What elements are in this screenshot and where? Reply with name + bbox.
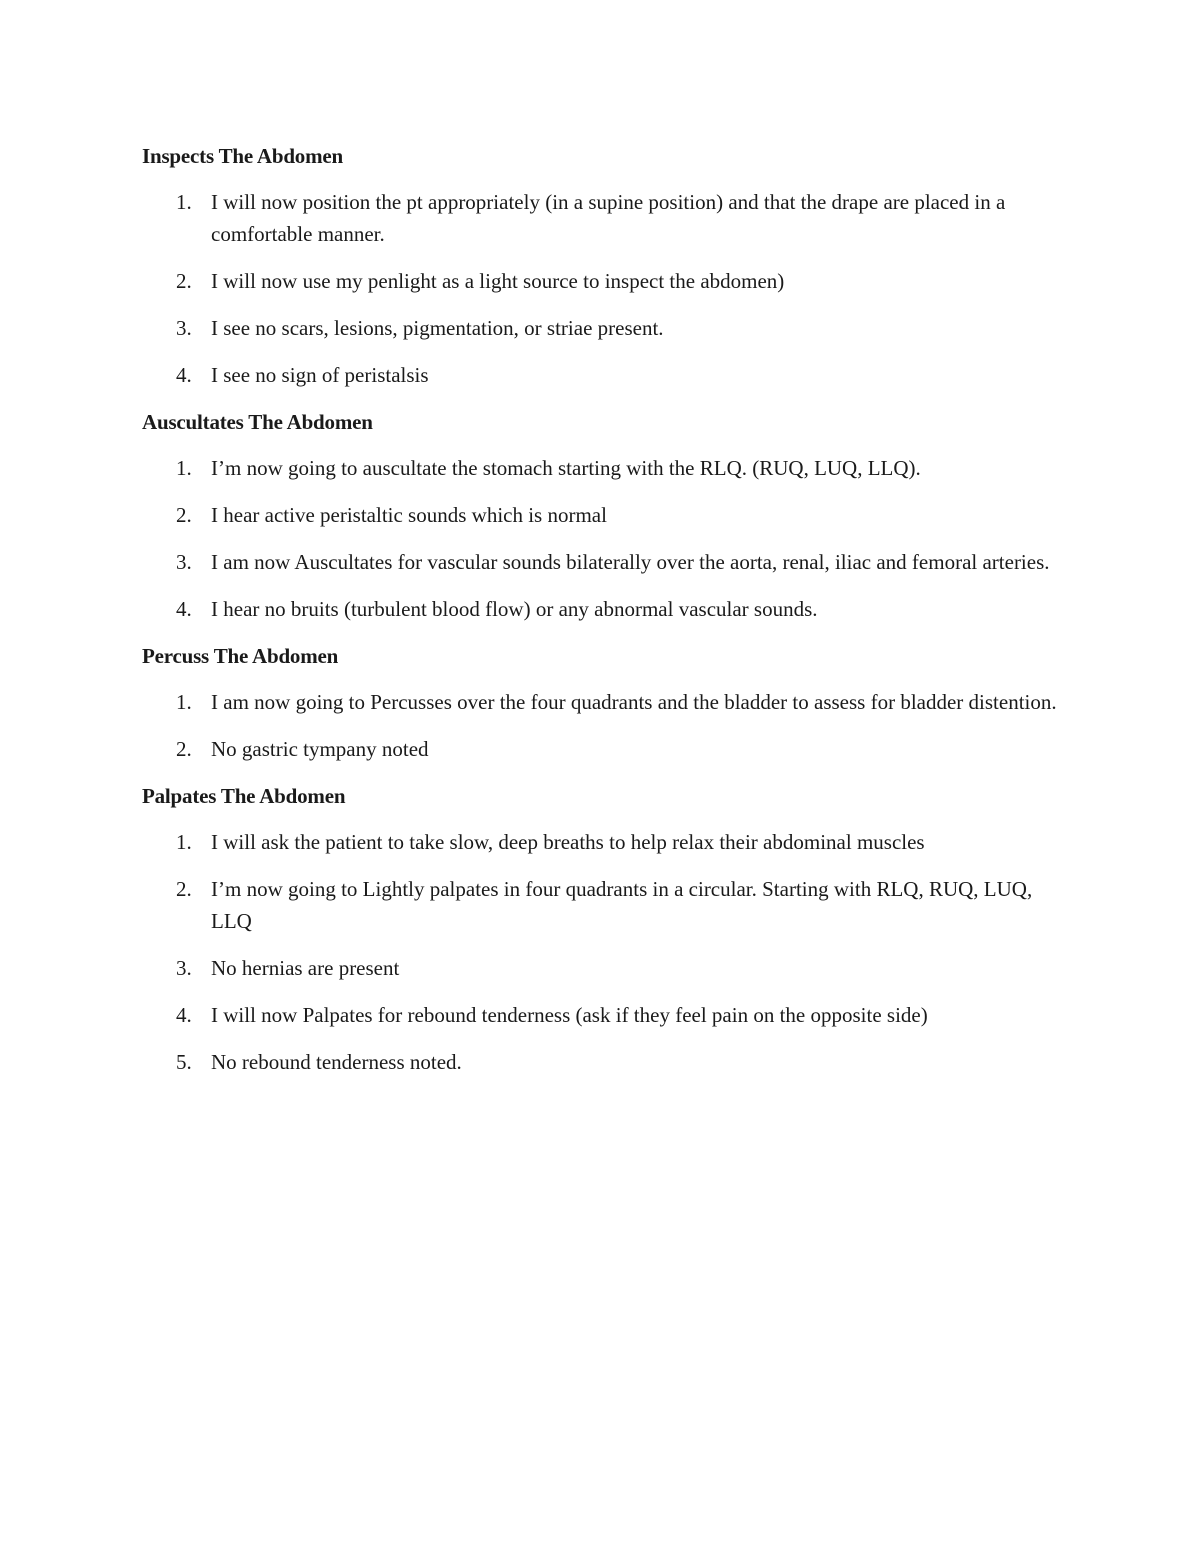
list-number: 4. bbox=[176, 1003, 192, 1027]
list-number: 1. bbox=[176, 830, 192, 854]
section-auscultates bbox=[142, 406, 1072, 625]
list-item bbox=[142, 1046, 1072, 1078]
list-item-text: I hear no bruits (turbulent blood flow) or any abnormal vascular sounds. bbox=[211, 597, 818, 621]
list-number: 3. bbox=[176, 316, 192, 340]
list-item-text: I am now going to Percusses over the four quadrants and the bladder to assess for bladder distention. bbox=[211, 690, 1057, 714]
section-heading: Palpates The Abdomen bbox=[142, 784, 346, 808]
list-number: 3. bbox=[176, 550, 192, 574]
list-item-text: I am now Auscultates for vascular sounds bilaterally over the aorta, renal, iliac and femoral arteries. bbox=[211, 550, 1050, 574]
list-item bbox=[142, 999, 1072, 1031]
list-item-text: I will now Palpates for rebound tenderness (ask if they feel pain on the opposite side) bbox=[211, 1003, 928, 1027]
list-number: 1. bbox=[176, 190, 192, 214]
list-item-text: I’m now going to Lightly palpates in four quadrants in a circular. Starting with RLQ, RUQ, LUQ, LLQ bbox=[211, 877, 1033, 933]
list-item-text: I will ask the patient to take slow, deep breaths to help relax their abdominal muscles bbox=[211, 830, 925, 854]
document-body bbox=[142, 140, 1072, 1093]
section-heading: Percuss The Abdomen bbox=[142, 644, 339, 668]
list-item bbox=[142, 733, 1072, 765]
list-number: 5. bbox=[176, 1050, 192, 1074]
numbered-list bbox=[142, 686, 1072, 765]
section-inspects bbox=[142, 140, 1072, 391]
list-item bbox=[142, 952, 1072, 984]
list-item-text: I hear active peristaltic sounds which is normal bbox=[211, 503, 607, 527]
list-item bbox=[142, 452, 1072, 484]
list-item-text: I see no sign of peristalsis bbox=[211, 363, 429, 387]
section-heading: Inspects The Abdomen bbox=[142, 144, 343, 168]
list-item bbox=[142, 312, 1072, 344]
list-number: 2. bbox=[176, 503, 192, 527]
list-number: 2. bbox=[176, 737, 192, 761]
list-item-text: No hernias are present bbox=[211, 956, 400, 980]
numbered-list bbox=[142, 826, 1072, 1078]
section-heading: Auscultates The Abdomen bbox=[142, 410, 373, 434]
list-item bbox=[142, 593, 1072, 625]
section-percuss bbox=[142, 640, 1072, 765]
list-number: 4. bbox=[176, 363, 192, 387]
list-item-text: I will now use my penlight as a light source to inspect the abdomen) bbox=[211, 269, 785, 293]
list-item bbox=[142, 186, 1072, 250]
list-item bbox=[142, 546, 1072, 578]
list-item-text: I see no scars, lesions, pigmentation, or striae present. bbox=[211, 316, 664, 340]
list-item-text: No gastric tympany noted bbox=[211, 737, 429, 761]
list-item-text: No rebound tenderness noted. bbox=[211, 1050, 462, 1074]
numbered-list bbox=[142, 452, 1072, 625]
list-item bbox=[142, 826, 1072, 858]
list-number: 2. bbox=[176, 269, 192, 293]
list-item bbox=[142, 265, 1072, 297]
section-palpates bbox=[142, 780, 1072, 1078]
numbered-list bbox=[142, 186, 1072, 391]
list-item-text: I’m now going to auscultate the stomach starting with the RLQ. (RUQ, LUQ, LLQ). bbox=[211, 456, 921, 480]
list-number: 1. bbox=[176, 456, 192, 480]
list-number: 2. bbox=[176, 877, 192, 901]
list-item bbox=[142, 686, 1072, 718]
list-item bbox=[142, 873, 1072, 937]
list-item bbox=[142, 499, 1072, 531]
list-number: 1. bbox=[176, 690, 192, 714]
list-item-text: I will now position the pt appropriately (in a supine position) and that the drape are placed in a comfortable manner. bbox=[211, 190, 1006, 246]
list-item bbox=[142, 359, 1072, 391]
list-number: 3. bbox=[176, 956, 192, 980]
list-number: 4. bbox=[176, 597, 192, 621]
